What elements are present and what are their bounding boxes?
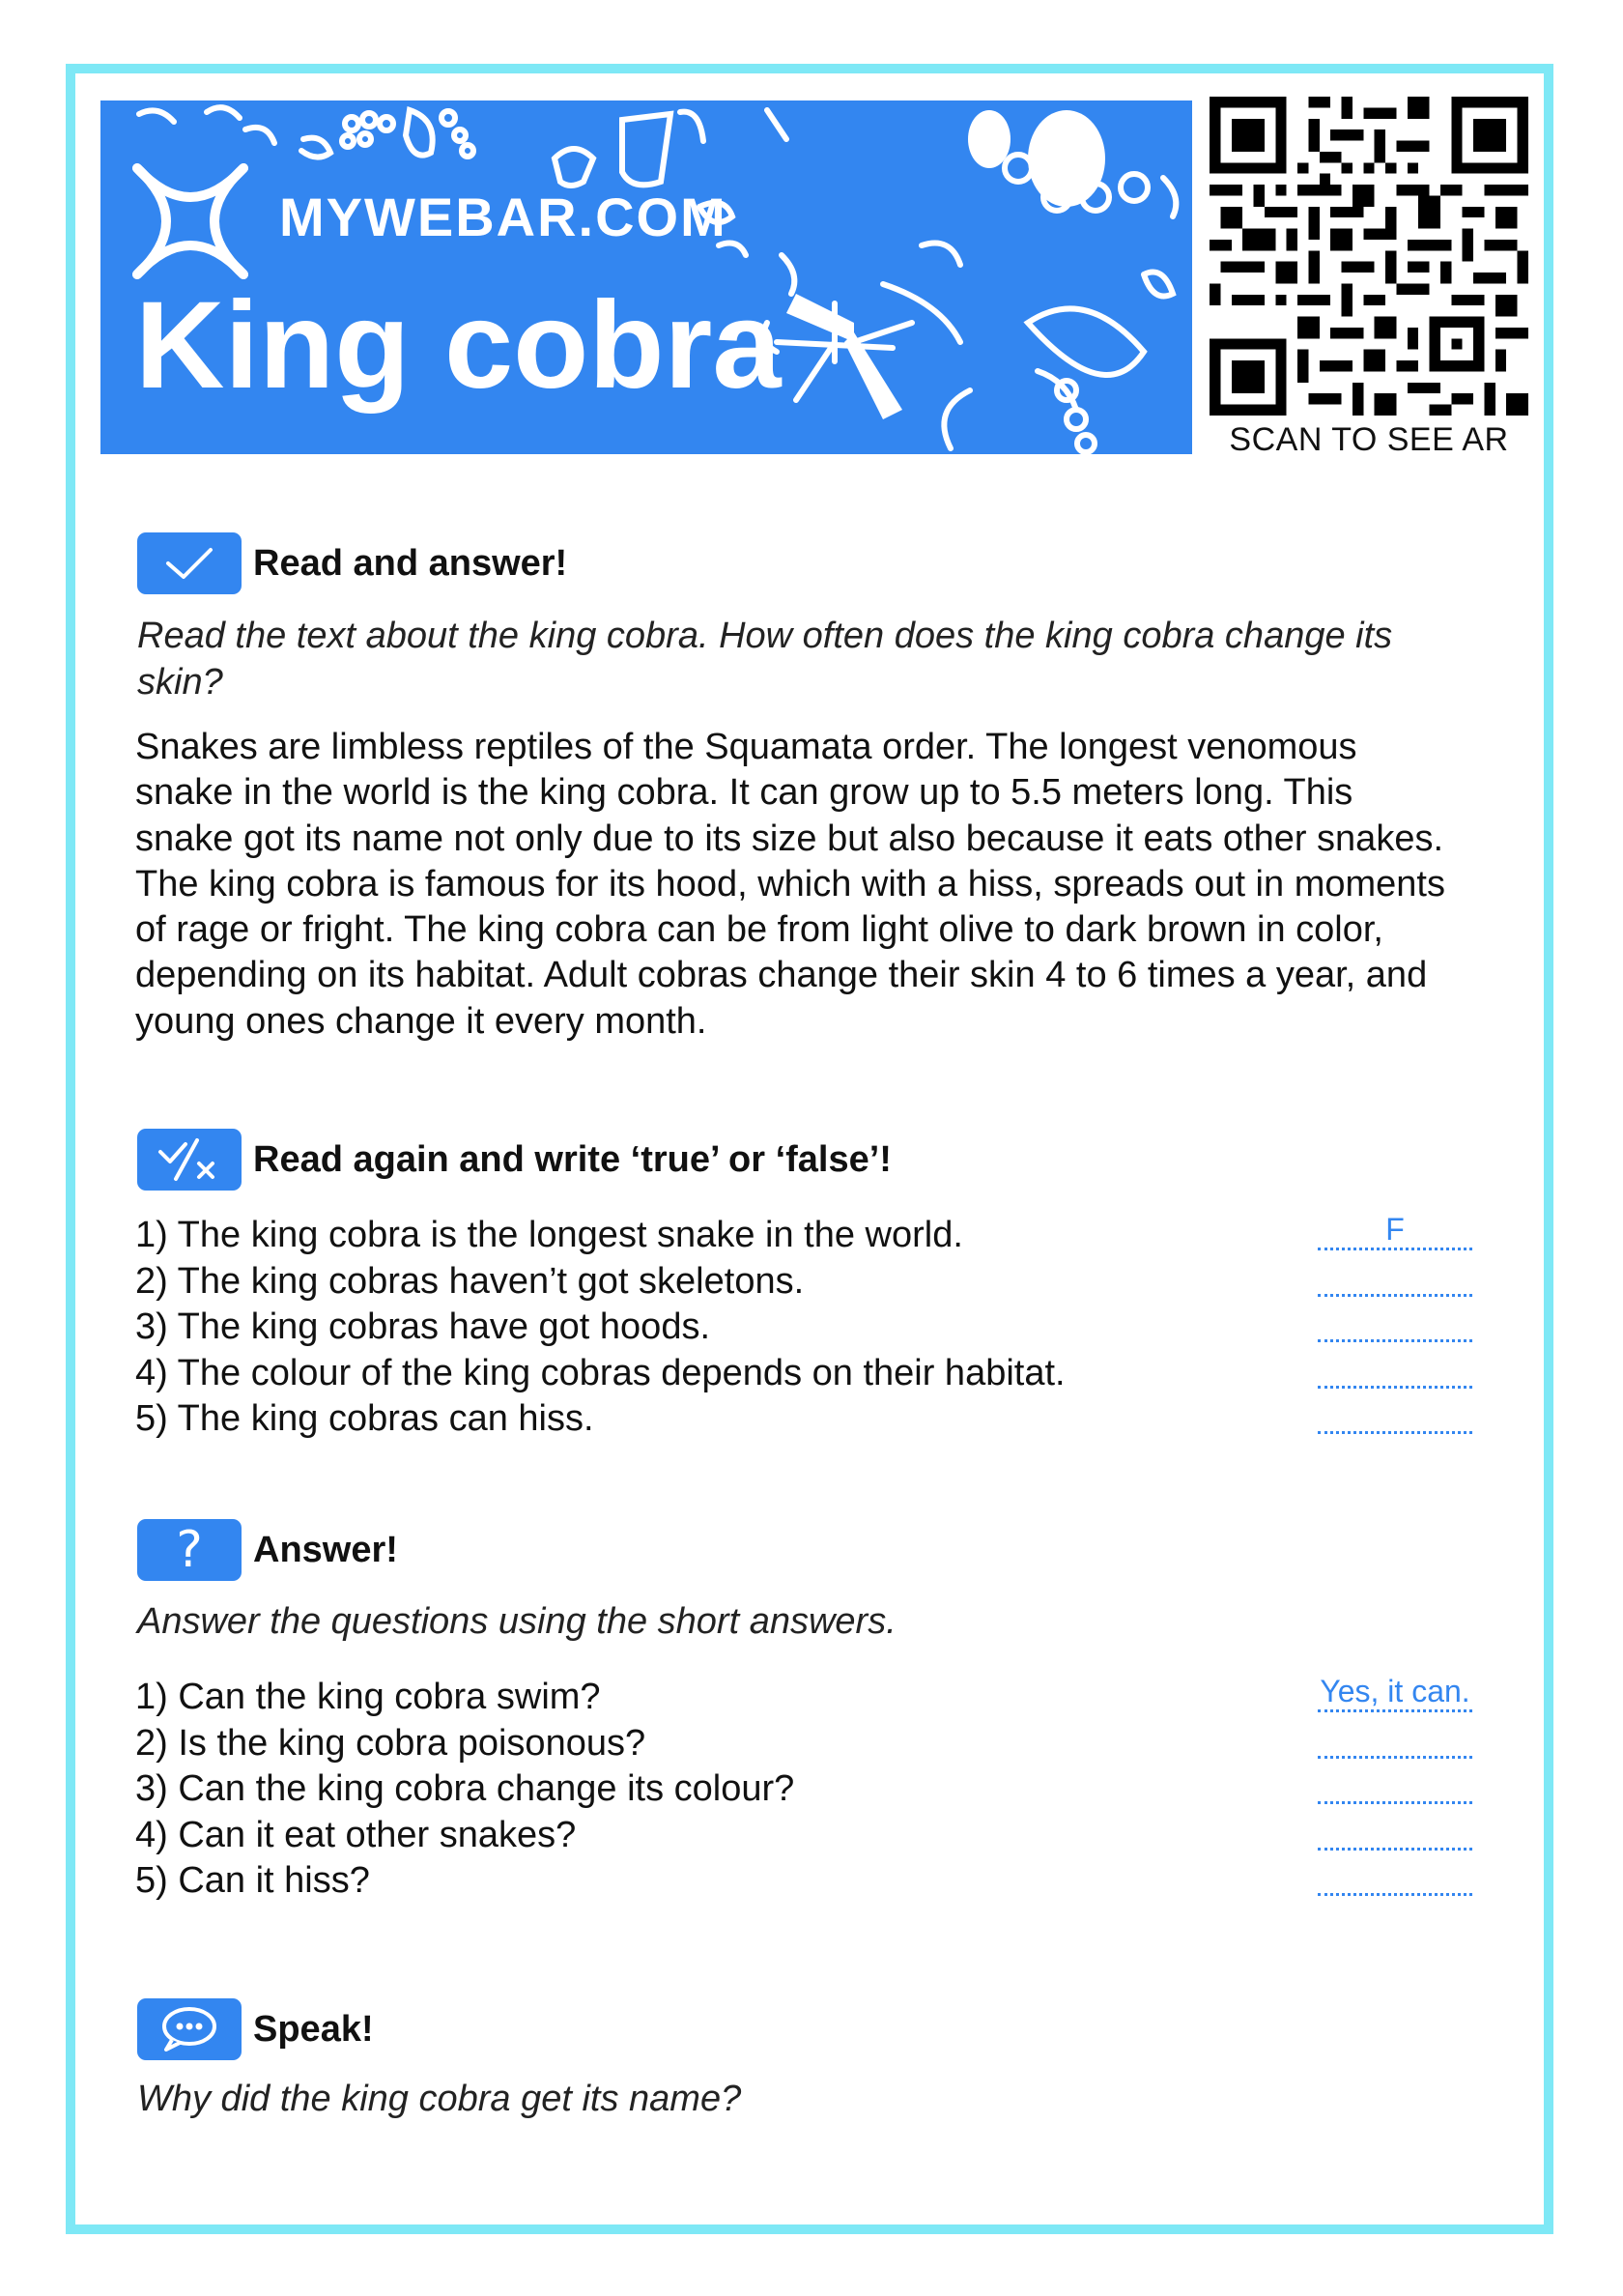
section-heading: Read again and write ‘true’ or ‘false’!: [253, 1138, 892, 1180]
checkmark-icon: [137, 532, 242, 594]
list-item: 3) The king cobras have got hoods.: [135, 1305, 1468, 1351]
mywebar-logo-icon: [128, 158, 253, 284]
list-item: 4) The colour of the king cobras depends on their habitat.: [135, 1351, 1468, 1397]
answer-blank[interactable]: [1318, 1721, 1472, 1759]
section-speak: [137, 1998, 374, 2060]
qr-code[interactable]: [1210, 97, 1528, 416]
answer-blank[interactable]: Yes, it can.: [1318, 1675, 1472, 1712]
list-item: 2) Is the king cobra poisonous?: [135, 1721, 1468, 1767]
answer-blank[interactable]: [1318, 1858, 1472, 1896]
speech-bubble-icon: [137, 1998, 242, 2060]
section-instruction: Read the text about the king cobra. How often does the king cobra change its skin?: [137, 616, 1393, 703]
header-banner: [100, 100, 1192, 454]
section-heading: Read and answer!: [253, 542, 568, 584]
list-item: 5) The king cobras can hiss.: [135, 1396, 1468, 1443]
page-title: King cobra: [135, 276, 782, 415]
section-instruction: Answer the questions using the short answers.: [137, 1601, 897, 1642]
brand-name: MYWEBAR.COM: [279, 187, 727, 247]
answer-blank[interactable]: [1318, 1766, 1472, 1804]
qr-caption: SCAN TO SEE AR: [1229, 421, 1509, 458]
section-true-false: [137, 1129, 892, 1191]
section-instruction: Why did the king cobra get its name?: [137, 2079, 742, 2119]
list-item: 1) The king cobra is the longest snake in the world. F: [135, 1213, 1468, 1259]
list-item: 4) Can it eat other snakes?: [135, 1813, 1468, 1859]
section-heading: Answer!: [253, 1529, 398, 1570]
list-item: 1) Can the king cobra swim? Yes, it can.: [135, 1675, 1468, 1721]
answer-blank[interactable]: [1318, 1351, 1472, 1389]
section-answer: [137, 1519, 398, 1581]
section-read-and-answer: [137, 532, 567, 594]
true-false-list: [135, 1213, 1468, 1443]
answer-blank[interactable]: [1318, 1813, 1472, 1851]
section-heading: Speak!: [253, 2008, 374, 2050]
answer-blank[interactable]: [1318, 1259, 1472, 1297]
answer-blank[interactable]: [1318, 1305, 1472, 1342]
true-false-icon: [137, 1129, 242, 1191]
list-item: 3) Can the king cobra change its colour?: [135, 1766, 1468, 1813]
question-mark-icon: ?: [137, 1519, 242, 1581]
list-item: 5) Can it hiss?: [135, 1858, 1468, 1905]
answer-blank[interactable]: [1318, 1396, 1472, 1434]
questions-list: [135, 1675, 1468, 1905]
reading-text: Snakes are limbless reptiles of the Squamata order. The longest venomous snake in the world is the king cobra. It can grow up to 5.5 meters long. This snake got its name not only due to its size but also because it eats other snakes. The king cobra is famous for its hood, which with a hiss, spreads out in moments of rage or fright. The king cobra can be from light olive to dark brown in color, depending on its habitat. Adult cobras change their skin 4 to 6 times a year, and young ones change it every month.: [135, 727, 1445, 1042]
answer-blank[interactable]: F: [1318, 1213, 1472, 1250]
list-item: 2) The king cobras haven’t got skeletons.: [135, 1259, 1468, 1306]
